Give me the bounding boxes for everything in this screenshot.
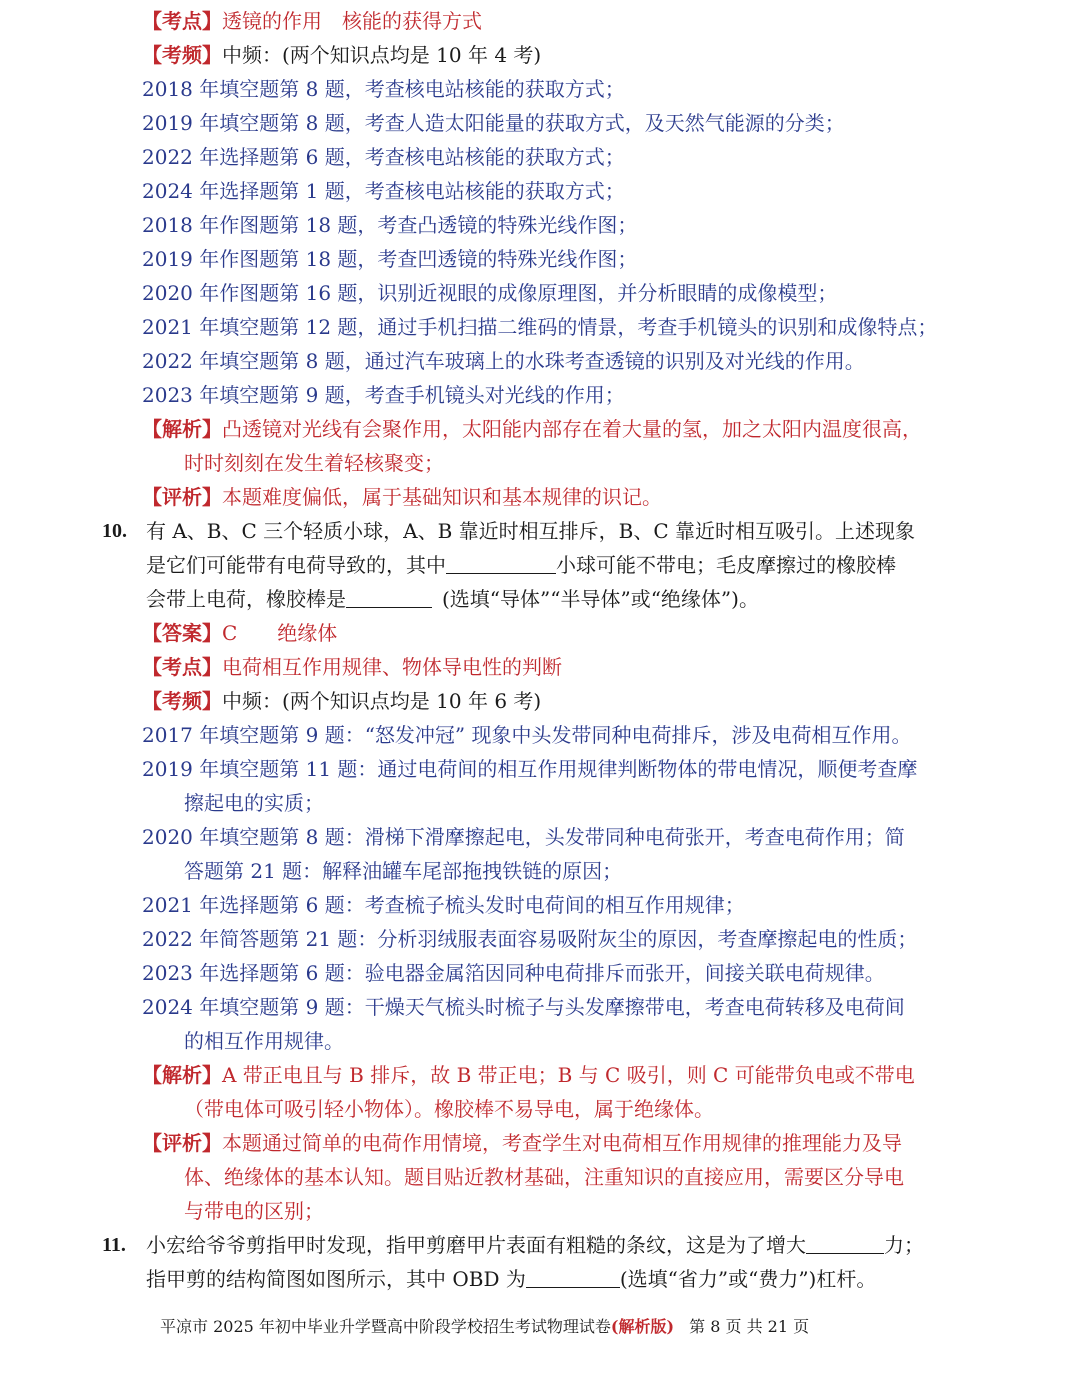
pingxi-line <box>142 484 662 510</box>
history-item: 2018 年填空题第 8 题，考查核电站核能的获取方式； <box>142 77 625 101</box>
jiexi-text: 凸透镜对光线有会聚作用，太阳能内部存在着大量的氢，加之太阳内温度很高， <box>222 417 922 441</box>
history-item: 2022 年填空题第 8 题，通过汽车玻璃上的水珠考查透镜的识别及对光线的作用。 <box>142 349 865 373</box>
history-item-cont: 的相互作用规律。 <box>184 1029 344 1053</box>
question-text-part: (选填“导体”“半导体”或“绝缘体”)。 <box>442 587 759 611</box>
footer-page-number: 第 8 页 共 21 页 <box>689 1317 810 1336</box>
footer-edition: (解析版) <box>610 1317 675 1336</box>
kaodian-text: 透镜的作用 核能的获得方式 <box>222 9 482 33</box>
history-item-cont: 擦起电的实质； <box>184 791 324 815</box>
kaopin-text: 中频：(两个知识点均是 10 年 4 考) <box>222 43 542 67</box>
kaopin-tag: 【考频】 <box>142 689 222 713</box>
history-item: 2020 年填空题第 8 题：滑梯下滑摩擦起电，头发带同种电荷张开，考查电荷作用；简 <box>142 825 905 849</box>
pingxi-text: 本题难度偏低，属于基础知识和基本规律的识记。 <box>222 485 662 509</box>
kaodian-line <box>142 654 562 680</box>
jiexi-tag: 【解析】 <box>142 1063 222 1087</box>
jiexi-tag: 【解析】 <box>142 417 222 441</box>
question-number: 11. <box>102 1234 126 1256</box>
history-item-cont: 答题第 21 题：解释油罐车尾部拖拽铁链的原因； <box>184 859 623 883</box>
question-text-part: 小宏给爷爷剪指甲时发现，指甲剪磨甲片表面有粗糙的条纹，这是为了增大 <box>146 1233 806 1257</box>
question-text-part: 小球可能不带电；毛皮摩擦过的橡胶棒 <box>556 553 896 577</box>
answer-blank[interactable] <box>806 1233 884 1254</box>
history-item: 2020 年作图题第 16 题，识别近视眼的成像原理图，并分析眼睛的成像模型； <box>142 281 838 305</box>
kaodian-text: 电荷相互作用规律、物体导电性的判断 <box>222 655 562 679</box>
question-text-part: 力； <box>884 1233 924 1257</box>
jiexi-text-cont: 时时刻刻在发生着轻核聚变； <box>184 451 444 475</box>
kaodian-tag: 【考点】 <box>142 9 222 33</box>
history-item: 2017 年填空题第 9 题：“怒发冲冠” 现象中头发带同种电荷排斥，涉及电荷相互作用。 <box>142 723 912 747</box>
question-text <box>146 586 759 612</box>
page-footer <box>160 1314 809 1340</box>
footer-title: 平凉市 2025 年初中毕业升学暨高中阶段学校招生考试物理试卷 <box>160 1317 611 1336</box>
question-number: 10. <box>102 520 127 542</box>
answer-blank[interactable] <box>346 587 432 608</box>
history-item: 2019 年填空题第 8 题，考查人造太阳能量的获取方式，及天然气能源的分类； <box>142 111 845 135</box>
history-item: 2023 年选择题第 6 题：验电器金属箔因同种电荷排斥而张开，间接关联电荷规律。 <box>142 961 885 985</box>
answer-blank[interactable] <box>526 1267 620 1288</box>
history-item: 2018 年作图题第 18 题，考查凸透镜的特殊光线作图； <box>142 213 638 237</box>
kaopin-line <box>142 688 541 714</box>
pingxi-text-cont: 与带电的区别； <box>184 1199 324 1223</box>
kaopin-line <box>142 42 541 68</box>
answer-tag: 【答案】 <box>142 621 222 645</box>
question-text <box>146 1266 876 1292</box>
question-text <box>146 552 896 578</box>
history-item: 2024 年填空题第 9 题：干燥天气梳头时梳子与头发摩擦带电，考查电荷转移及电荷间 <box>142 995 905 1019</box>
kaodian-line <box>142 8 482 34</box>
history-item: 2021 年填空题第 12 题，通过手机扫描二维码的情景，考查手机镜头的识别和成像特点； <box>142 315 938 339</box>
answer-blank[interactable] <box>446 553 556 574</box>
pingxi-line <box>142 1130 902 1156</box>
question-text <box>146 1232 924 1258</box>
question-text-part: 会带上电荷，橡胶棒是 <box>146 587 346 611</box>
kaodian-tag: 【考点】 <box>142 655 222 679</box>
jiexi-text-cont: （带电体可吸引轻小物体）。橡胶棒不易导电，属于绝缘体。 <box>184 1097 714 1121</box>
question-text-part: (选填“省力”或“费力”)杠杆。 <box>619 1267 877 1291</box>
answer-line <box>142 620 337 646</box>
history-item: 2023 年填空题第 9 题，考查手机镜头对光线的作用； <box>142 383 625 407</box>
history-item: 2019 年作图题第 18 题，考查凹透镜的特殊光线作图； <box>142 247 638 271</box>
pingxi-text-cont: 体、绝缘体的基本认知。题目贴近教材基础，注重知识的直接应用，需要区分导电 <box>184 1165 904 1189</box>
jiexi-line <box>142 1062 915 1088</box>
kaopin-text: 中频：(两个知识点均是 10 年 6 考) <box>222 689 542 713</box>
kaopin-tag: 【考频】 <box>142 43 222 67</box>
history-item: 2022 年简答题第 21 题：分析羽绒服表面容易吸附灰尘的原因，考查摩擦起电的性质； <box>142 927 918 951</box>
history-item: 2019 年填空题第 11 题：通过电荷间的相互作用规律判断物体的带电情况，顺便考查摩 <box>142 757 918 781</box>
pingxi-tag: 【评析】 <box>142 485 222 509</box>
pingxi-text: 本题通过简单的电荷作用情境，考查学生对电荷相互作用规律的推理能力及导 <box>222 1131 902 1155</box>
history-item: 2021 年选择题第 6 题：考查梳子梳头发时电荷间的相互作用规律； <box>142 893 745 917</box>
answer-text: C 绝缘体 <box>222 621 338 645</box>
question-text-part: 指甲剪的结构简图如图所示，其中 OBD 为 <box>146 1267 526 1291</box>
question-text: 有 A、B、C 三个轻质小球，A、B 靠近时相互排斥，B、C 靠近时相互吸引。上述现象 <box>146 519 916 543</box>
history-item: 2024 年选择题第 1 题，考查核电站核能的获取方式； <box>142 179 625 203</box>
history-item: 2022 年选择题第 6 题，考查核电站核能的获取方式； <box>142 145 625 169</box>
jiexi-text: A 带正电且与 B 排斥，故 B 带正电；B 与 C 吸引，则 C 可能带负电或不带电 <box>222 1063 915 1087</box>
jiexi-line <box>142 416 922 442</box>
question-text-part: 是它们可能带有电荷导致的，其中 <box>146 553 446 577</box>
pingxi-tag: 【评析】 <box>142 1131 222 1155</box>
